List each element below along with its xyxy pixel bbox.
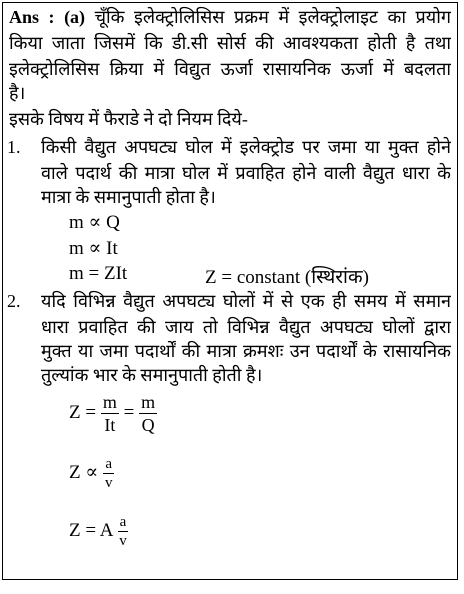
- fraction-a-over-v: [117, 513, 129, 550]
- equation-z-m-it-m-q: [69, 391, 157, 436]
- law2-line-1: यदि विभिन्न वैद्युत अपघट्य घोलों में से एक ही समय में समान: [41, 291, 451, 311]
- law2-line-4: तुल्यांक भार के समानुपाती होती है।: [41, 365, 263, 385]
- eq5-lhs: Z ∝: [69, 461, 99, 483]
- eq6-lhs: Z = A: [69, 519, 113, 541]
- intro-line: इसके विषय में फैराडे ने दो नियम दिये-: [9, 109, 248, 129]
- law2-number: 2.: [7, 291, 21, 311]
- fraction-numerator: a: [105, 456, 113, 472]
- equation-m-prop-it: m ∝ It: [69, 238, 118, 259]
- para1-text-1: चूँकि इलेक्ट्रोलिसिस प्रक्रम में इलेक्ट्रोलाइट का प्रयोग: [94, 7, 451, 27]
- answer-option: (a): [64, 7, 86, 27]
- fraction-m-over-q: [139, 391, 157, 436]
- para1-line-2: किया जाता जिसमें कि डी.सी सोर्स की आवश्यकता होती है तथा: [9, 33, 451, 53]
- equation-m-prop-q: m ∝ Q: [69, 212, 120, 233]
- fraction-denominator: v: [119, 533, 127, 549]
- law1-line-1: किसी वैद्युत अपघट्य घोल में इलेक्ट्रोड पर जमा या मुक्त होने: [41, 137, 451, 157]
- fraction-a-over-v: [103, 455, 115, 492]
- fraction-denominator: It: [104, 415, 116, 435]
- law2-line-3: मुक्त या जमा पदार्थों की मात्रा क्रमशः उन पदार्थों के रासायनिक: [41, 341, 451, 361]
- law2-line-2: धारा प्रवाहित की जाय तो विभिन्न वैद्युत अपघट्य घोलों द्वारा: [41, 317, 451, 337]
- law1-line-3: मात्रा के समानुपाती होता है।: [41, 187, 216, 207]
- answer-box: [2, 2, 458, 580]
- para1-line-3: इलेक्ट्रोलिसिस क्रिया में विद्युत ऊर्जा रासायनिक ऊर्जा में बदलता: [9, 59, 451, 79]
- fraction-numerator: m: [141, 392, 156, 412]
- eq4-equals: =: [123, 401, 135, 423]
- fraction-m-over-it: [101, 391, 119, 436]
- equation-m-zit: m = ZIt: [69, 263, 128, 284]
- eq4-lhs: Z =: [69, 401, 97, 423]
- equation-z-prop-a-v: [69, 455, 114, 492]
- fraction-denominator: Q: [141, 415, 155, 435]
- equation-z-a-a-v: [69, 513, 129, 550]
- answer-label: Ans :: [9, 7, 55, 27]
- fraction-denominator: v: [104, 475, 113, 491]
- equation-z-constant: Z = constant (स्थिरांक): [205, 267, 369, 288]
- law1-number: 1.: [7, 137, 21, 157]
- fraction-numerator: a: [119, 514, 127, 530]
- para1-line-4: है।: [9, 83, 26, 103]
- law1-line-2: वाले पदार्थ की मात्रा घोल में प्रवाहित होने वाली वैद्युत धारा के: [41, 163, 451, 183]
- fraction-numerator: m: [102, 392, 117, 412]
- para1-line-1: [9, 5, 451, 29]
